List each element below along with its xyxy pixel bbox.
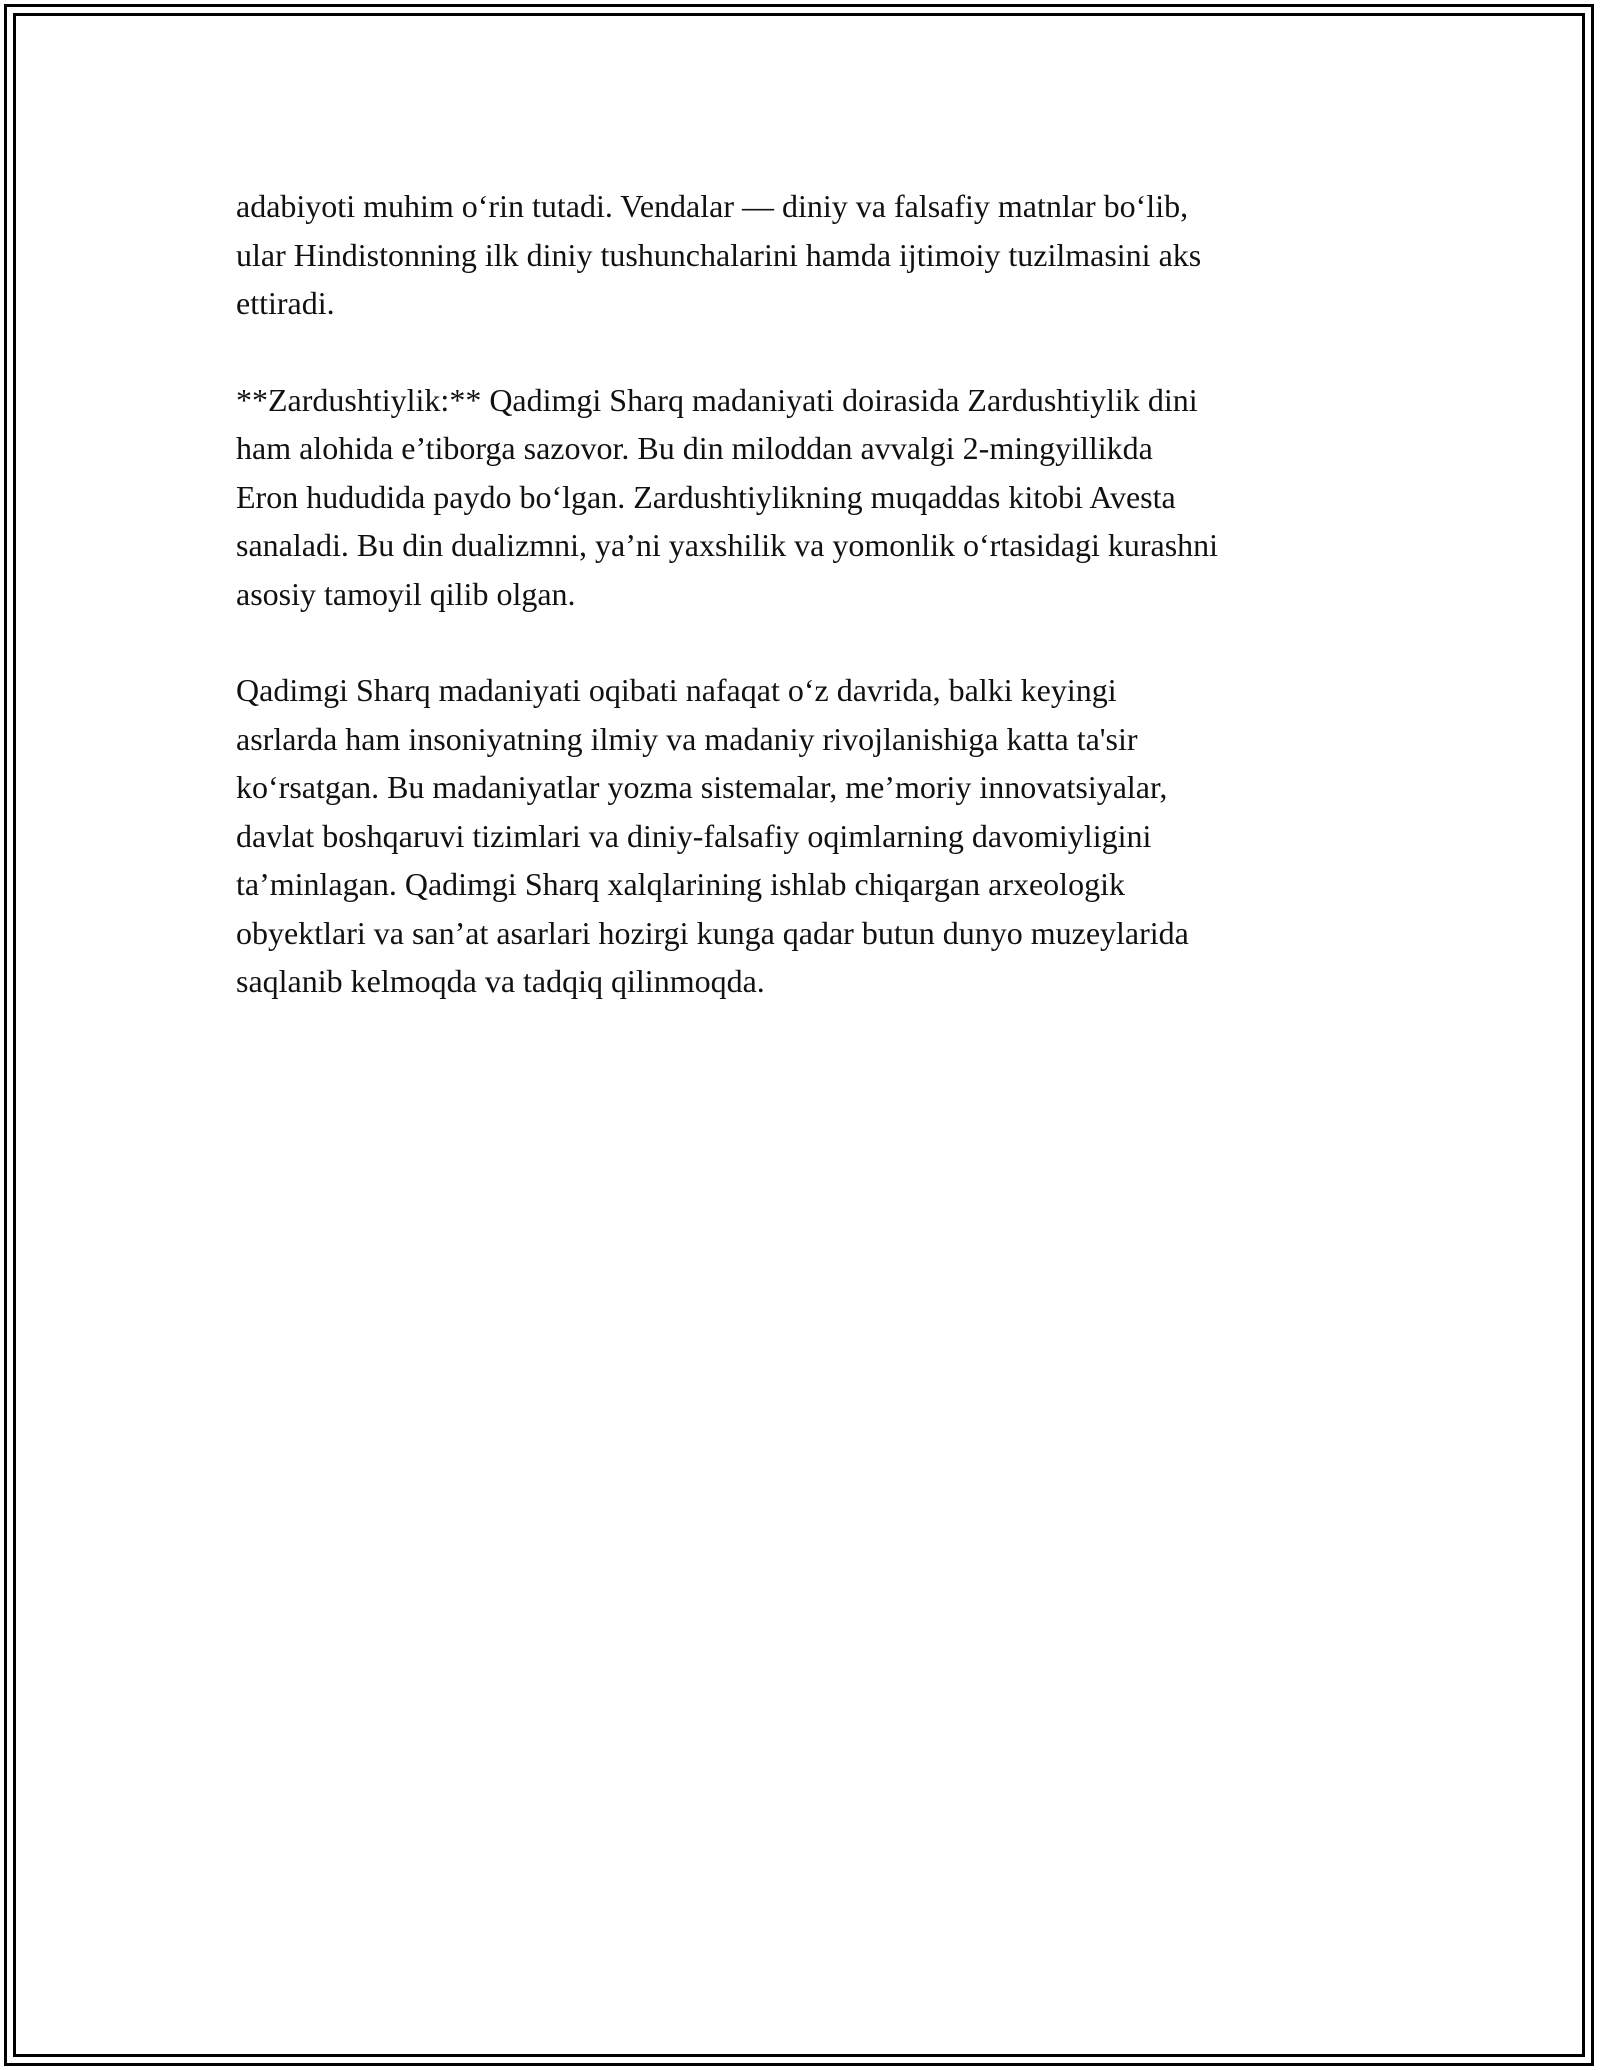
paragraph-vedas: adabiyoti muhim o‘rin tutadi. Vendalar — diniy va falsafiy matnlar bo‘lib, ular Hindistonning ilk diniy tushunchalarini hamda ijtimoiy tuzilmasini aks ettiradi. xyxy=(236,188,1202,321)
document-body xyxy=(236,182,1386,1054)
paragraph-legacy: Qadimgi Sharq madaniyati oqibati nafaqat o‘z davrida, balki keyingi asrlarda ham insoniyatning ilmiy va madaniy rivojlanishiga katta ta'sir ko‘rsatgan. Bu madaniyatlar yozma sistemalar, me’moriy innovatsiyalar, davlat boshqaruvi tizimlari va diniy-falsafiy oqimlarning davomiyligini ta’minlagan. Qadimgi Sharq xalqlarining ishlab chiqargan arxeologik obyektlari va san’at asarlari hozirgi kunga qadar butun dunyo muzeylarida saqlanib kelmoqda va tadqiq qilinmoqda. xyxy=(236,672,1189,999)
paragraph-zoroastrianism: **Zardushtiylik:** Qadimgi Sharq madaniyati doirasida Zardushtiylik dini ham alohida e’tiborga sazovor. Bu din miloddan avvalgi 2-mingyillikda Eron hududida paydo bo‘lgan. Zardushtiylikning muqaddas kitobi Avesta sanaladi. Bu din dualizmni, ya’ni yaxshilik va yomonlik o‘rtasidagi kurashni asosiy tamoyil qilib olgan. xyxy=(236,381,1219,612)
